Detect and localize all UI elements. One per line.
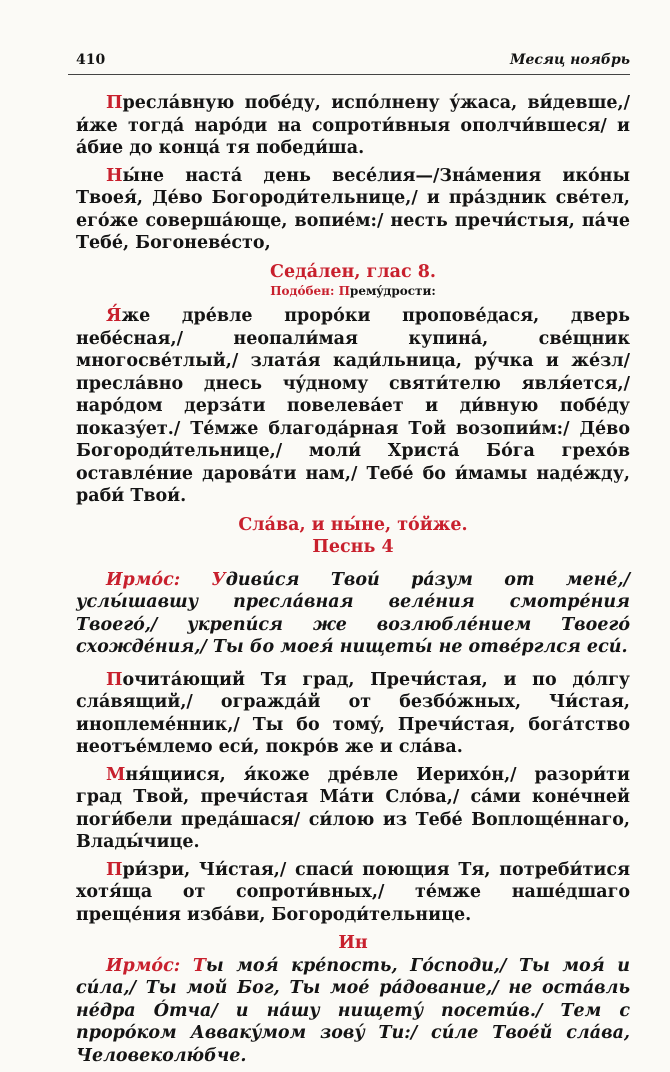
running-header [68,50,630,75]
month-title: Месяц ноябрь [509,52,630,68]
initial-letter: М [106,764,126,785]
paragraph-text: же дрéвле прорóки проповéдася, дверь небéсная,/ неопали́мая купинá, свéщник многосвéтлый,/ златáя кади́льница, рýчка и жéзл/ преслáвно днесь чýдному святи́телю явля́ется,/ нарóдом дерзáти повелевáет и ди́вную побéду показýет./ Тéмже благодáрная Той возопии́м:/ Дéво Богороди́тельнице,/ моли́ Христá Бóга грехóв оставлéние даровáти нам,/ Тебé бо и́мамы надéжду, раби́ Твои́. [76,306,630,506]
irmos-paragraph [76,569,630,659]
paragraph-text: ня́щиися, я́коже дрéвле Иерихóн,/ разори́ти град Твой, пречи́стая Мáти Слóва,/ сáми конéчней поги́бели предáшася/ си́лою из Тебé Воплощéннаго, Влады́чице. [76,764,630,852]
troparion-paragraph [76,764,630,854]
troparion-paragraph [76,92,630,160]
initial-letter: Я́ [106,306,122,326]
initial-letter: П [338,284,350,298]
ode-heading: Песнь 4 [312,537,394,557]
sedalen-paragraph [76,305,630,508]
podoben-label: Подóбен: [270,284,335,298]
paragraph-text: диви́ся Твои́ рáзум от менé,/ услы́шавшу преслáвная велéния смотрéния Твоегó,/ укрепи́ся же возлюблéнием Твоегó схождéния,/ Ты бо моея́ нищеты́ не отвéрглся еси́. [76,569,630,657]
slava-heading: Слáва, и ны́не, тóйже. [238,514,468,535]
page-number: 410 [76,52,106,68]
paragraph-text: ы́не настá день весéлия—/Знáмения икóны Твоея́, Дéво Богороди́тельнице,/ и прáздник свéтел, егóже совершáюще, вопиéм:/ несть пречи́стыя, пáче Тебé, Богоневéсто, [76,165,630,253]
irmos-label: Ирмóс: Т [106,955,206,976]
paragraph-text: ри́зри, Чи́стая,/ спаси́ поющия Тя, потреби́тися хотя́ща от сопроти́вных,/ тéмже нашéдшаго прещéния избáви, Богороди́тельнице. [76,859,630,925]
irmos-label: Ирмóс: У [106,569,226,590]
text-body [76,92,630,1072]
podoben-line [76,283,630,299]
paragraph-text: ы моя́ крéпость, Гóсподи,/ Ты моя́ и си́ла,/ Ты мой Бог, Ты моé рáдование,/ не остáвль нéдра Óтча/ и нáшу нищетý посети́в./ Тем с прорóком Аввакýмом зовý Ти:/ си́ле Твоéй слáва, Человеколю́бче. [76,955,630,1066]
troparion-paragraph [76,165,630,255]
in-heading: Ин [338,933,368,953]
paragraph-text: реслáвную побéду, испóлнену ýжаса, ви́девше,/ и́же тогдá нарóди на сопроти́вныя ополчи́вшеся/ и áбие до концá тя победи́ша. [76,93,630,158]
sedalen-heading: Седáлен, глас 8. [270,261,436,282]
initial-letter: П [106,669,123,690]
initial-letter: П [106,93,123,113]
initial-letter: Н [106,165,123,186]
initial-letter: П [106,859,123,880]
irmos-paragraph [76,955,630,1068]
podoben-text: ремýдрости: [349,284,436,298]
troparion-paragraph [76,669,630,759]
paragraph-text: очитáющий Тя град, Пречи́стая, и по дóлгу слáвящий,/ ограждáй от безбóжных, Чи́стая, иноплемéнник,/ Ты бо томý, Пречи́стая, богáтство неотъéмлемо еси́, покрóв же и слáва. [76,669,630,757]
troparion-paragraph [76,859,630,927]
